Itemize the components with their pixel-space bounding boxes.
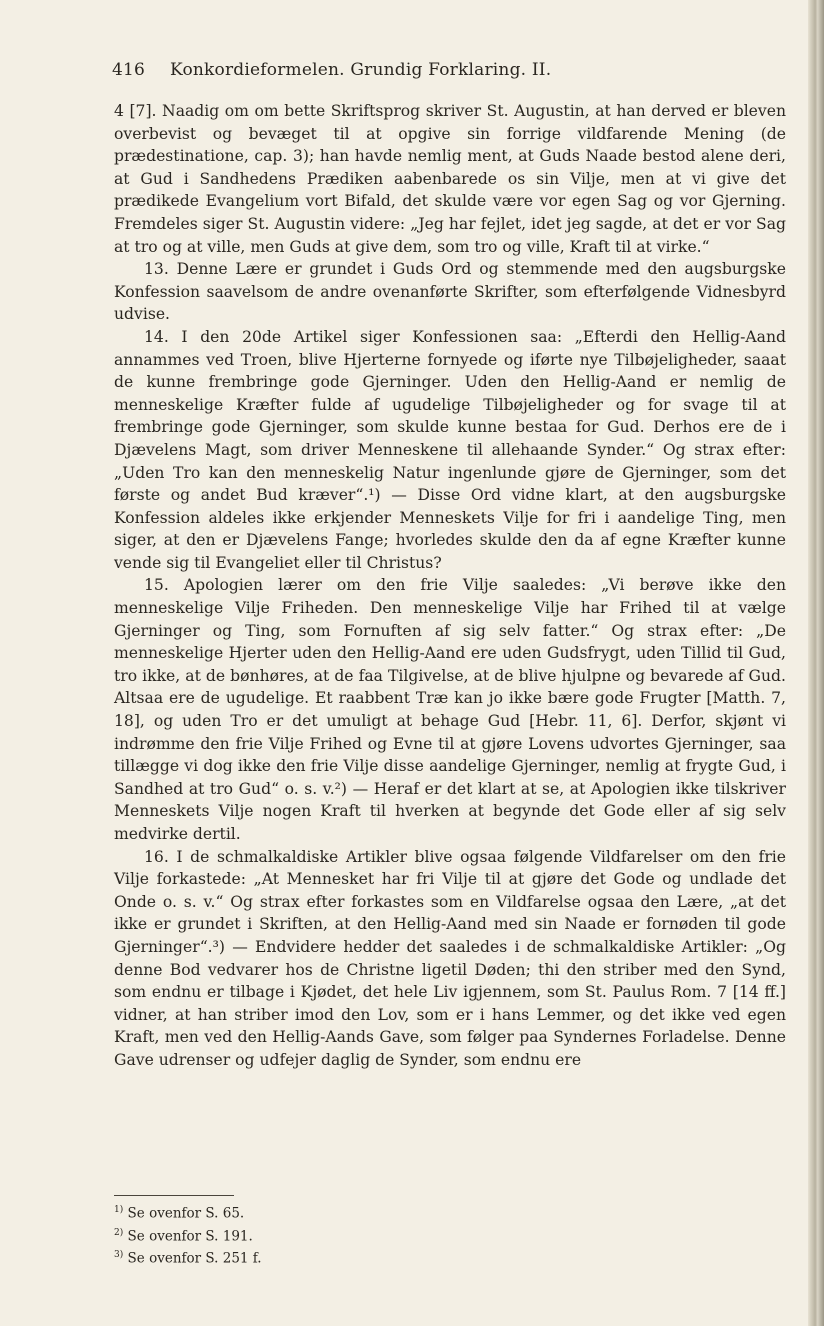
footnote	[114, 1224, 514, 1247]
running-title: Konkordieformelen. Grundig Forklaring. II.	[170, 60, 552, 80]
footnote-text: Se ovenfor S. 191.	[127, 1228, 253, 1244]
page-number: 416	[112, 60, 146, 80]
paragraph-13: 13. Denne Lære er grundet i Guds Ord og stemmende med den augsburgske Konfession saavelsom de andre ovenanførte Skrifter, som efterfølgende Vidnesbyrd udvise.	[114, 260, 786, 324]
footnote-mark: 1)	[114, 1205, 124, 1215]
footnote	[114, 1246, 514, 1269]
paragraph-16: 16. I de schmalkaldiske Artikler blive ogsaa følgende Vildfarelser om den frie Vilje forkastede: „At Mennesket har fri Vilje til at gjøre det Gode og undlade det Onde o. s. v.“ Og strax efter forkastes som en Vildfarelse ogsaa den Lære, „at det ikke er grundet i Skriften, at den Hellig-Aand med sin Naade er fornøden til gode Gjerninger“.³) — Endvidere hedder det saaledes i de schmalkaldiske Artikler: „Og denne Bod vedvarer hos de Christne ligetil Døden; thi den striber med den Synd, som endnu er tilbage i Kjødet, det hele Liv igjennem, som St. Paulus Rom. 7 [14 ff.] vidner, at han striber imod den Lov, som er i hans Lemmer, og det ikke ved egen Kraft, men ved den Hellig-Aands Gave, som følger paa Syndernes Forladelse. Denne Gave udrenser og udfejer daglig de Synder, som endnu ere	[114, 847, 786, 1069]
footnote-divider	[114, 1195, 234, 1196]
footnotes	[114, 1201, 514, 1269]
footnote	[114, 1201, 514, 1224]
footnote-mark: 2)	[114, 1227, 124, 1238]
page-header	[112, 60, 712, 84]
body-text	[114, 100, 786, 1072]
footnote-mark: 3)	[114, 1250, 124, 1260]
footnote-text: Se ovenfor S. 251 f.	[127, 1250, 262, 1267]
paragraph-4: 4 [7]. Naadig om om bette Skriftsprog skriver St. Augustin, at han derved er bleven overbevist og bevæget til at opgive sin forrige vildfarende Mening (de prædestinatione, cap. 3); han havde nemlig ment, at Guds Naade bestod alene deri, at Gud i Sandhedens Prædiken aabenbarede os sin Vilje, men at vi give det prædikede Evangelium vort Bifald, det skulde være vor egen Sag og vor Gjerning. Fremdeles siger St. Augustin videre: „Jeg har fejlet, idet jeg sagde, at det er vor Sag at tro og at ville, men Guds at give dem, som tro og ville, Kraft til at virke.“	[114, 102, 786, 256]
footnote-text: Se ovenfor S. 65.	[127, 1205, 245, 1222]
paragraph-15: 15. Apologien lærer om den frie Vilje saaledes: „Vi berøve ikke den menneskelige Vilje Friheden. Den menneskelige Vilje har Frihed til at vælge Gjerninger og Ting, som Fornuften af sig selv fatter.“ Og strax efter: „De menneskelige Hjerter uden den Hellig-Aand ere uden Gudsfrygt, uden Tillid til Gud, tro ikke, at de bønhøres, at de faa Tilgivelse, at de blive hjulpne og bevarede af Gud. Altsaa ere de ugudelige. Et raabbent Træ kan jo ikke bære gode Frugter [Matth. 7, 18], og uden Tro er det umuligt at behage Gud [Hebr. 11, 6]. Derfor, skjønt vi indrømme den frie Vilje Frihed og Evne til at gjøre Lovens udvortes Gjerninger, saa tillægge vi dog ikke den frie Vilje disse aandelige Gjerninger, nemlig at frygte Gud, i Sandhed at tro Gud“ o. s. v.²) — Heraf er det klart at se, at Apologien ikke tilskriver Menneskets Vilje nogen Kraft til hverken at begynde det Gode eller af sig selv medvirke dertil.	[114, 576, 786, 843]
page-edge-shadow	[808, 0, 824, 1326]
paragraph-14: 14. I den 20de Artikel siger Konfessionen saa: „Efterdi den Hellig-Aand annammes ved Troen, blive Hjerterne fornyede og iførte nye Tilbøjeligheder, saaat de kunne frembringe gode Gjerninger. Uden den Hellig-Aand er nemlig de menneskelige Kræfter fulde af ugudelige Tilbøjeligheder og for svage til at frembringe gode Gjerninger, som skulde kunne bestaa for Gud. Derhos ere de i Djævelens Magt, som driver Menneskene til allehaande Synder.“ Og strax efter: „Uden Tro kan den menneskelig Natur ingenlunde gjøre de Gjerninger, som det første og andet Bud kræver“.¹) — Disse Ord vidne klart, at den augsburgske Konfession aldeles ikke erkjender Menneskets Vilje for fri i aandelige Ting, men siger, at den er Djævelens Fange; hvorledes skulde den da af egne Kræfter kunne vende sig til Evangeliet eller til Christus?	[114, 327, 786, 572]
